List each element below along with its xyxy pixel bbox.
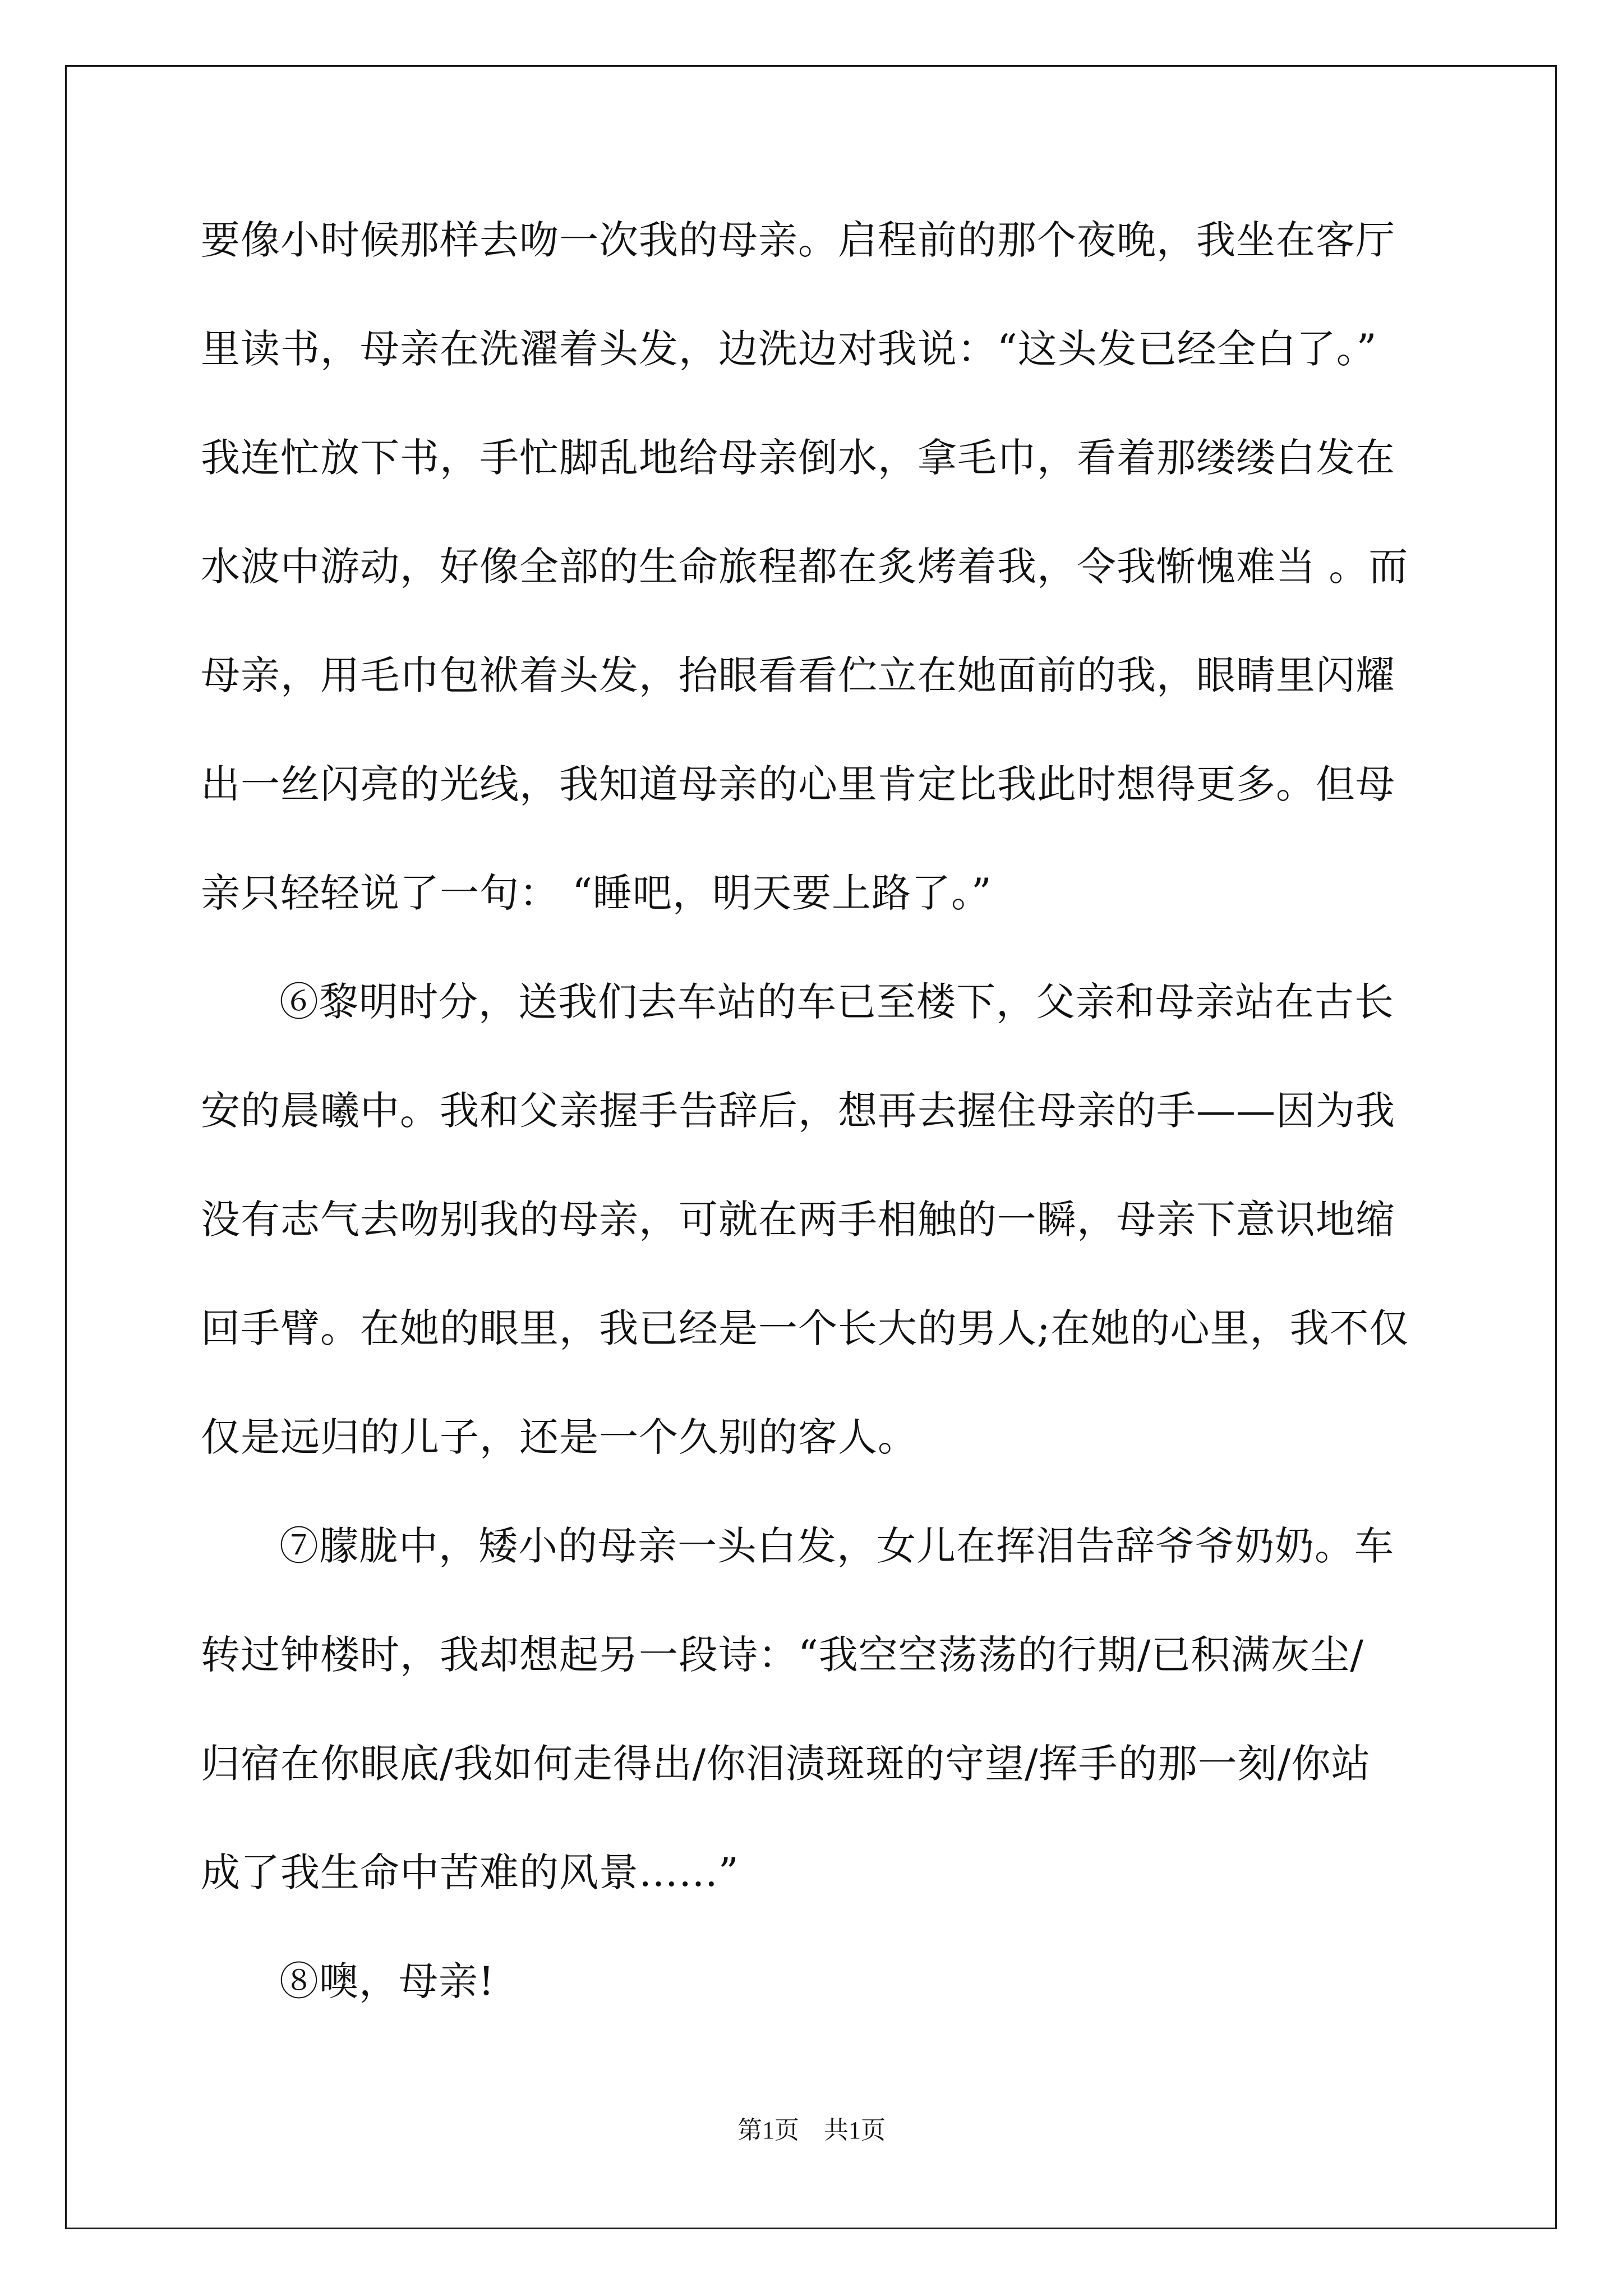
paragraph-7-first-line: ⑦朦胧中，矮小的母亲一头白发，女儿在挥泪告辞爷爷奶奶。车 [279, 1523, 1394, 1569]
text-line: 仅是远归的儿子，还是一个久别的客人。 [201, 1414, 917, 1460]
text-line: 没有志气去吻别我的母亲，可就在两手相触的一瞬，母亲下意识地缩 [201, 1197, 1395, 1243]
text-line: 回手臂。在她的眼里，我已经是一个长大的男人;在她的心里，我不仅 [201, 1305, 1409, 1351]
text-line: 里读书，母亲在洗濯着头发，边洗边对我说：“这头发已经全白了。” [201, 326, 1377, 372]
text-line: 要像小时候那样去吻一次我的母亲。启程前的那个夜晚，我坐在客厅 [201, 217, 1395, 263]
text-line: 安的晨曦中。我和父亲握手告辞后，想再去握住母亲的手——因为我 [201, 1088, 1395, 1134]
text-line: 出一丝闪亮的光线，我知道母亲的心里肯定比我此时想得更多。但母 [201, 761, 1395, 807]
text-line: 母亲，用毛巾包袱着头发，抬眼看看伫立在她面前的我，眼睛里闪耀 [201, 652, 1395, 698]
text-line: 转过钟楼时，我却想起另一段诗：“我空空荡荡的行期/已积满灰尘/ [201, 1632, 1364, 1678]
text-line: 我连忙放下书，手忙脚乱地给母亲倒水，拿毛巾，看着那缕缕白发在 [201, 435, 1395, 481]
paragraph-8-line: ⑧噢，母亲! [279, 1958, 495, 2004]
text-line: 成了我生命中苦难的风景……” [201, 1849, 739, 1895]
page-number-footer: 第1页 共1页 [737, 2116, 886, 2144]
text-line: 归宿在你眼底/我如何走得出/你泪渍斑斑的守望/挥手的那一刻/你站 [201, 1741, 1371, 1787]
page-border [65, 65, 1557, 2229]
text-line: 水波中游动，好像全部的生命旅程都在炙烤着我，令我惭愧难当 。而 [201, 544, 1409, 590]
text-line: 亲只轻轻说了一句： “睡吧，明天要上路了。” [201, 870, 992, 916]
paragraph-6-first-line: ⑥黎明时分，送我们去车站的车已至楼下，父亲和母亲站在古长 [279, 979, 1394, 1025]
